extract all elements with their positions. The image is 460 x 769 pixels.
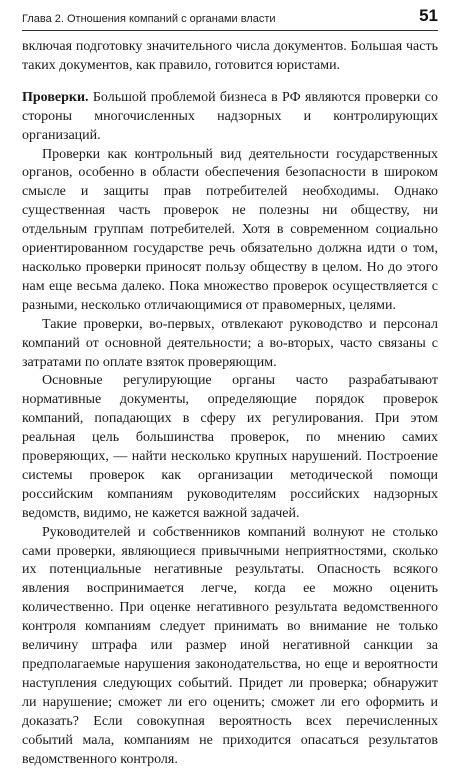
run-in-text: Большой проблемой бизнеса в РФ являются проверки со стороны многочисленных надзорных и контролирующих организаций. bbox=[22, 89, 438, 143]
paragraph: Основные регулирующие органы часто разрабатывают нормативные документы, определяющие порядок проверок компаний, попадающих в сферу их регулирования. При этом реальная цель большинства проверок, по мнению самих проверяющих, — найти несколько крупных нарушений. Построение системы проверок как организации методической помощи российским компаниям руководителям российских надзорных ведомств, видимо, не кажется важной задачей. bbox=[22, 373, 438, 521]
running-head: Глава 2. Отношения компаний с органами власти bbox=[22, 13, 276, 25]
page-header bbox=[22, 6, 438, 30]
header-rule bbox=[22, 30, 438, 31]
body-text bbox=[22, 38, 438, 769]
paragraph-inspections-intro bbox=[22, 89, 438, 146]
paragraph: Такие проверки, во-первых, отвлекают руководство и персонал компаний от основной деятельности; а во-вторых, часто связаны с затратами по оплате взяток проверяющим. bbox=[22, 316, 438, 370]
paragraph-continuation: включая подготовку значительного числа документов. Большая часть таких документов, как правило, готовится юристами. bbox=[22, 39, 438, 73]
run-in-heading: Проверки. bbox=[22, 89, 89, 105]
paragraph: Проверки как контрольный вид деятельности государственных органов, особенно в области обеспечения безопасности в широком смысле и защиты прав потребителей необходимы. Однако существенная часть проверок не полезны ни обществу, ни отдельным группам потребителей. Хотя в современном социально ориентированном государстве речь обязательно должна идти о том, насколько проверки приносят пользу обществу в целом. Но до этого нам еще весьма далеко. Пока множество проверок осуществляется с разными, несколько отличающимися от правомерных, целями. bbox=[22, 146, 438, 313]
page-number: 51 bbox=[419, 6, 438, 25]
paragraph: Руководителей и собственников компаний волнуют не столько сами проверки, являющиеся привычными неприятностями, сколько их потенциальные негативные результаты. Опасность всякого явления воспринимается легче, когда ее можно оценить количественно. При оценке негативного результата ведомственного контроля компаниям следует принимать во внимание не только величину штрафа или размер иной негативной санкции за предполагаемые нарушения законодательства, но еще и вероятности наступления следующих событий. Придет ли проверка; обнаружит ли нарушение; сможет ли его оценить; сможет ли его оформить и доказать? Если совокупная вероятность всех перечисленных событий мала, компаниям не приходится опасаться результатов ведомственного контроля. bbox=[22, 524, 438, 767]
